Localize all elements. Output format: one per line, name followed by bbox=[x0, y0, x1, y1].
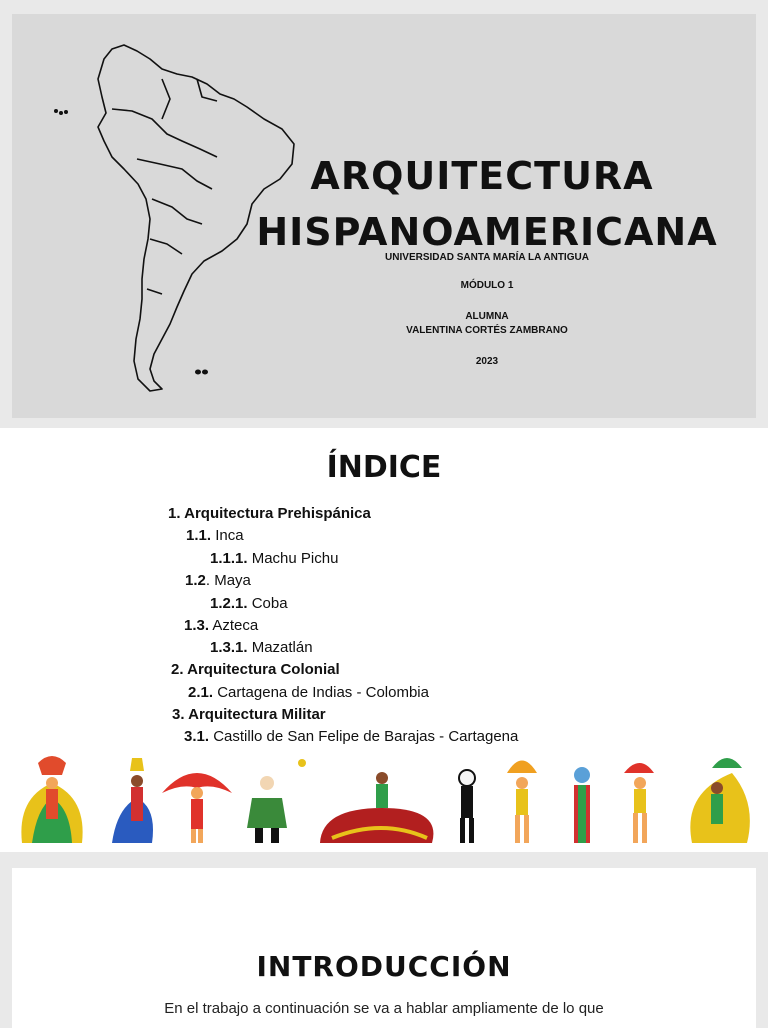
introduction-paragraph: En el trabajo a continuación se va a hablar ampliamente de lo que bbox=[164, 1000, 604, 1017]
year-label: 2023 bbox=[475, 356, 499, 367]
toc-text: Cartagena de Indias - Colombia bbox=[213, 684, 429, 701]
dancer-figure bbox=[112, 758, 153, 843]
introduction-page bbox=[12, 868, 756, 1028]
dancer-figure bbox=[21, 756, 82, 843]
toc-number: 1.1. bbox=[186, 527, 212, 544]
dancer-figure bbox=[247, 759, 306, 843]
toc-item[interactable] bbox=[210, 639, 313, 656]
toc-text: Machu Pichu bbox=[247, 550, 339, 567]
toc-text: Arquitectura Militar bbox=[184, 706, 326, 723]
dancer-figure bbox=[459, 770, 475, 843]
toc-item[interactable] bbox=[186, 527, 244, 544]
toc-text: . Maya bbox=[205, 572, 251, 589]
toc-item[interactable] bbox=[171, 661, 340, 678]
toc-number: 1.2.1. bbox=[210, 595, 248, 612]
dancer-figure bbox=[507, 761, 537, 844]
toc-text: Arquitectura Colonial bbox=[183, 661, 340, 678]
toc-item[interactable] bbox=[168, 505, 371, 522]
student-name: VALENTINA CORTÉS ZAMBRANO bbox=[406, 325, 568, 336]
cover-page bbox=[12, 14, 756, 418]
carnival-dancers-illustration bbox=[12, 753, 756, 848]
dancer-figure bbox=[624, 763, 654, 843]
toc-item[interactable] bbox=[210, 595, 288, 612]
toc-number: 1.1.1. bbox=[210, 550, 248, 567]
toc-item[interactable] bbox=[184, 728, 518, 745]
toc-number: 1.2 bbox=[185, 572, 206, 589]
toc-item[interactable] bbox=[210, 550, 338, 567]
dancer-figure bbox=[162, 773, 232, 843]
toc-number: 2. bbox=[171, 661, 184, 678]
toc-number: 3. bbox=[172, 706, 185, 723]
toc-text: Mazatlán bbox=[247, 639, 313, 656]
toc-item[interactable] bbox=[188, 684, 429, 701]
toc-text: Azteca bbox=[209, 617, 259, 634]
toc-number: 3.1. bbox=[184, 728, 210, 745]
toc-number: 1.3. bbox=[184, 617, 210, 634]
student-label: ALUMNA bbox=[465, 311, 509, 322]
cover-title-line1: ARQUITECTURA bbox=[310, 154, 654, 198]
toc-number: 1.3.1. bbox=[210, 639, 248, 656]
dancer-figure bbox=[690, 758, 750, 843]
index-title: ÍNDICE bbox=[326, 450, 442, 485]
toc-text: Inca bbox=[211, 527, 244, 544]
toc-item[interactable] bbox=[184, 617, 258, 634]
module-label: MÓDULO 1 bbox=[460, 280, 514, 291]
toc-text: Coba bbox=[247, 595, 288, 612]
toc-text: Arquitectura Prehispánica bbox=[180, 505, 371, 522]
index-page bbox=[0, 428, 768, 852]
university-name: UNIVERSIDAD SANTA MARÍA LA ANTIGUA bbox=[385, 252, 589, 263]
cover-title-line2: HISPANOAMERICANA bbox=[256, 210, 718, 254]
introduction-title: INTRODUCCIÓN bbox=[256, 950, 512, 983]
toc-number: 1. bbox=[168, 505, 181, 522]
dancer-figure bbox=[574, 767, 590, 843]
toc-item[interactable] bbox=[172, 706, 326, 723]
toc-item[interactable] bbox=[185, 572, 251, 589]
toc-text: Castillo de San Felipe de Barajas - Cartagena bbox=[209, 728, 519, 745]
dancer-figure bbox=[320, 772, 433, 843]
toc-number: 2.1. bbox=[188, 684, 214, 701]
